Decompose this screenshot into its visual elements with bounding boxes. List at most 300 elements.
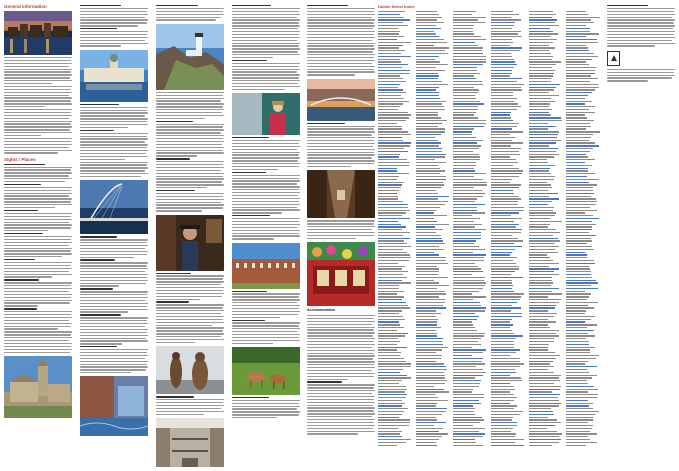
index-entry — [453, 302, 480, 303]
index-entry — [378, 134, 411, 135]
index-entry — [453, 394, 484, 395]
text-block — [232, 291, 300, 344]
index-entry — [378, 428, 398, 429]
index-entry — [378, 405, 402, 406]
index-entry — [416, 140, 439, 141]
index-entry — [566, 243, 587, 244]
index-entry — [566, 397, 597, 398]
index-entry — [378, 249, 403, 250]
index-entry — [529, 246, 559, 247]
index-entry — [566, 137, 591, 138]
index-entry — [491, 112, 511, 113]
index-entry — [453, 210, 476, 211]
index-entry — [529, 268, 559, 269]
index-entry — [378, 53, 401, 54]
text-block — [232, 5, 300, 90]
index-entry — [416, 142, 441, 143]
column-2 — [80, 4, 148, 467]
index-entry — [491, 419, 512, 420]
index-entry — [416, 182, 443, 183]
index-entry — [566, 226, 591, 227]
index-entry — [566, 212, 585, 213]
index-entry — [416, 53, 448, 54]
index-entry — [566, 249, 594, 250]
index-entry — [566, 148, 593, 149]
index-entry — [378, 98, 404, 99]
index-entry — [529, 313, 558, 314]
index-entry — [416, 148, 442, 149]
index-entry — [453, 338, 480, 339]
index-entry — [529, 126, 557, 127]
index-column — [566, 11, 600, 446]
index-entry — [378, 257, 411, 258]
index-entry — [453, 321, 472, 322]
index-entry — [378, 226, 406, 227]
text-block — [156, 5, 224, 21]
index-entry — [378, 84, 400, 85]
index-entry — [491, 257, 517, 258]
index-entry — [566, 271, 591, 272]
index-entry — [378, 277, 407, 278]
index-entry — [491, 243, 514, 244]
index-entry — [491, 349, 520, 350]
index-entry — [416, 333, 437, 334]
index-entry — [453, 148, 479, 149]
index-entry — [453, 131, 472, 132]
index-entry — [529, 243, 555, 244]
index-entry — [566, 335, 595, 336]
index-entry — [566, 112, 595, 113]
index-entry — [529, 137, 557, 138]
index-entry — [529, 201, 552, 202]
index-entry — [378, 173, 409, 174]
index-entry — [416, 386, 435, 387]
index-entry — [378, 14, 400, 15]
index-entry — [378, 140, 403, 141]
index-entry — [566, 17, 599, 18]
section-heading-sights: Sights / Places — [4, 156, 36, 162]
index-entry — [566, 179, 599, 180]
index-entry — [416, 280, 435, 281]
index-entry — [491, 417, 513, 418]
index-entry — [566, 39, 596, 40]
index-entry — [491, 151, 519, 152]
index-entry — [453, 310, 485, 311]
index-entry — [416, 25, 436, 26]
index-entry — [491, 260, 513, 261]
index-entry — [453, 355, 472, 356]
index-entry — [529, 299, 562, 300]
index-entry — [566, 344, 589, 345]
index-entry — [566, 78, 597, 79]
index-entry — [491, 168, 519, 169]
index-entry — [529, 14, 557, 15]
index-entry — [566, 403, 593, 404]
index-entry — [566, 383, 587, 384]
index-entry — [529, 439, 561, 440]
index-entry — [566, 439, 590, 440]
index-entry — [378, 414, 402, 415]
index-entry — [453, 81, 482, 82]
index-entry — [378, 260, 409, 261]
index-entry — [416, 114, 438, 115]
index-entry — [529, 47, 555, 48]
index-entry — [566, 64, 589, 65]
index-entry — [491, 361, 520, 362]
column-3 — [156, 4, 224, 467]
index-entry — [491, 347, 514, 348]
text-block — [232, 397, 300, 419]
index-entry — [491, 187, 519, 188]
index-entry — [453, 89, 479, 90]
index-entry — [416, 173, 441, 174]
index-entry — [453, 47, 483, 48]
index-entry — [453, 78, 476, 79]
index-entry — [453, 212, 485, 213]
index-entry — [566, 419, 592, 420]
index-entry — [416, 349, 442, 350]
index-entry — [453, 64, 483, 65]
index-entry — [566, 47, 587, 48]
index-entry — [491, 64, 517, 65]
index-entry — [491, 17, 511, 18]
index-entry — [378, 240, 404, 241]
index-entry — [453, 263, 475, 264]
index-entry — [529, 417, 549, 418]
index-entry — [491, 319, 512, 320]
index-entry — [491, 165, 513, 166]
index-entry — [378, 50, 405, 51]
index-heading: Dublin Street Index — [378, 4, 415, 9]
index-entry — [529, 106, 549, 107]
index-entry — [378, 109, 398, 110]
index-entry — [378, 352, 401, 353]
index-entry — [491, 305, 512, 306]
index-entry — [491, 338, 516, 339]
index-entry — [378, 246, 411, 247]
index-entry — [416, 442, 436, 443]
index-entry — [529, 81, 552, 82]
index-entry — [566, 128, 586, 129]
index-entry — [416, 299, 446, 300]
index-entry — [529, 61, 562, 62]
index-entry — [491, 45, 510, 46]
index-entry — [566, 349, 590, 350]
index-entry — [566, 87, 598, 88]
index-entry — [416, 414, 443, 415]
index-entry — [491, 288, 512, 289]
index-entry — [566, 355, 598, 356]
index-entry — [529, 257, 550, 258]
index-entry — [416, 131, 445, 132]
index-entry — [529, 221, 562, 222]
index-entry — [566, 316, 595, 317]
index-entry — [453, 377, 475, 378]
index-entry — [566, 187, 593, 188]
index-entry — [416, 310, 436, 311]
photo-temple-bar-pub — [307, 242, 375, 306]
index-entry — [378, 252, 407, 253]
index-entry — [453, 170, 475, 171]
index-entry — [491, 240, 523, 241]
index-entry — [566, 288, 598, 289]
index-entry — [529, 405, 560, 406]
index-entry — [378, 394, 407, 395]
index-entry — [416, 428, 444, 429]
index-entry — [378, 131, 408, 132]
index-entry — [378, 442, 406, 443]
index-entry — [453, 419, 484, 420]
index-entry — [453, 403, 480, 404]
index-entry — [491, 229, 522, 230]
photo-ha-penny-bridge — [307, 79, 375, 121]
index-entry — [378, 22, 403, 23]
index-entry — [416, 221, 437, 222]
index-entry — [529, 73, 554, 74]
index-entry — [491, 140, 512, 141]
index-entry — [378, 358, 404, 359]
index-entry — [491, 148, 521, 149]
index-entry — [453, 288, 483, 289]
index-entry — [453, 196, 482, 197]
index-entry — [416, 117, 441, 118]
index-entry — [416, 268, 439, 269]
index-entry — [529, 173, 552, 174]
index-entry — [378, 436, 402, 437]
index-entry — [416, 307, 446, 308]
index-entry — [529, 366, 554, 367]
index-entry — [529, 249, 555, 250]
index-entry — [453, 268, 481, 269]
index-entry — [491, 176, 519, 177]
index-entry — [491, 215, 511, 216]
index-entry — [529, 151, 556, 152]
index-entry — [378, 299, 402, 300]
index-entry — [491, 31, 521, 32]
index-entry — [566, 302, 597, 303]
index-entry — [529, 324, 548, 325]
index-entry — [529, 59, 552, 60]
index-entry — [529, 193, 558, 194]
index-entry — [453, 238, 481, 239]
index-entry — [416, 39, 445, 40]
index-entry — [566, 89, 595, 90]
index-entry — [378, 408, 408, 409]
index-entry — [529, 375, 562, 376]
index-entry — [416, 355, 442, 356]
index-entry — [566, 293, 590, 294]
index-entry — [529, 319, 549, 320]
index-entry — [491, 156, 510, 157]
index-entry — [453, 98, 476, 99]
index-entry — [566, 224, 596, 225]
index-entry — [566, 59, 591, 60]
index-entry — [416, 67, 437, 68]
index-entry — [453, 215, 472, 216]
index-entry — [491, 307, 521, 308]
index-entry — [378, 193, 397, 194]
index-entry — [566, 319, 590, 320]
index-entry — [491, 263, 516, 264]
index-entry — [566, 411, 599, 412]
index-entry — [566, 162, 585, 163]
index-entry — [491, 11, 513, 12]
index-entry — [416, 254, 439, 255]
index-entry — [529, 296, 549, 297]
index-entry — [416, 103, 442, 104]
index-entry — [416, 235, 442, 236]
acknowledgements-block — [607, 4, 675, 94]
index-entry — [529, 260, 553, 261]
index-entry — [416, 405, 437, 406]
index-entry — [453, 436, 483, 437]
index-entry — [491, 128, 512, 129]
index-entry — [566, 405, 589, 406]
index-entry — [491, 352, 516, 353]
index-entry — [416, 151, 443, 152]
index-entry — [416, 59, 435, 60]
photo-baily-lighthouse — [156, 24, 224, 90]
index-entry — [453, 277, 484, 278]
index-entry — [453, 114, 474, 115]
index-entry — [416, 170, 445, 171]
index-entry — [453, 142, 476, 143]
index-entry — [491, 75, 510, 76]
index-entry — [566, 142, 595, 143]
index-entry — [453, 425, 473, 426]
index-entry — [378, 25, 408, 26]
index-entry — [378, 126, 402, 127]
index-entry — [378, 285, 399, 286]
index-entry — [416, 187, 441, 188]
index-entry — [378, 366, 411, 367]
index-entry — [529, 252, 558, 253]
index-entry — [453, 165, 475, 166]
index-entry — [491, 196, 519, 197]
index-entry — [453, 324, 472, 325]
index-entry — [378, 117, 409, 118]
index-entry — [566, 307, 594, 308]
index-entry — [378, 333, 408, 334]
index-entry — [566, 184, 597, 185]
index-entry — [453, 431, 478, 432]
index-entry — [378, 179, 397, 180]
index-entry — [566, 126, 591, 127]
index-entry — [453, 372, 486, 373]
index-entry — [491, 101, 514, 102]
index-entry — [453, 67, 477, 68]
index-entry — [566, 101, 592, 102]
index-entry — [529, 293, 562, 294]
index-entry — [378, 361, 406, 362]
index-entry — [453, 140, 483, 141]
index-entry — [378, 344, 397, 345]
index-entry — [453, 145, 481, 146]
index-entry — [491, 313, 522, 314]
index-entry — [491, 436, 515, 437]
index-entry — [491, 212, 519, 213]
index-entry — [416, 31, 435, 32]
photo-guide-costume — [156, 215, 224, 271]
index-entry — [416, 372, 444, 373]
index-entry — [491, 366, 520, 367]
index-entry — [378, 425, 409, 426]
index-entry — [453, 319, 477, 320]
index-entry — [566, 366, 596, 367]
index-entry — [453, 112, 475, 113]
index-entry — [491, 162, 518, 163]
index-entry — [529, 377, 559, 378]
index-entry — [453, 176, 474, 177]
index-entry — [416, 154, 446, 155]
index-entry — [529, 165, 556, 166]
index-entry — [416, 81, 442, 82]
index-entry — [416, 305, 443, 306]
index-entry — [529, 338, 555, 339]
index-entry — [416, 377, 445, 378]
photo-christchurch-cathedral — [4, 356, 72, 418]
index-entry — [416, 98, 441, 99]
index-entry — [416, 417, 436, 418]
index-entry — [491, 274, 511, 275]
index-entry — [378, 33, 399, 34]
index-entry — [566, 324, 596, 325]
index-entry — [453, 428, 485, 429]
index-entry — [453, 224, 481, 225]
index-entry — [529, 307, 556, 308]
index-entry — [491, 405, 517, 406]
index-entry — [529, 75, 553, 76]
index-entry — [378, 341, 400, 342]
index-entry — [491, 22, 515, 23]
index-entry — [491, 372, 516, 373]
index-entry — [491, 431, 511, 432]
index-entry — [453, 187, 473, 188]
index-entry — [566, 45, 586, 46]
index-entry — [566, 42, 598, 43]
index-entry — [416, 137, 436, 138]
index-entry — [453, 75, 474, 76]
index-entry — [566, 436, 588, 437]
index-entry — [566, 445, 586, 446]
index-entry — [378, 64, 408, 65]
index-entry — [453, 391, 472, 392]
index-entry — [378, 148, 404, 149]
index-entry — [566, 92, 591, 93]
index-entry — [416, 352, 437, 353]
index-entry — [416, 61, 440, 62]
index-entry — [529, 235, 554, 236]
photo-samuel-beckett-bridge — [80, 180, 148, 234]
photo-river-liffey-night — [4, 11, 72, 55]
index-entry — [378, 182, 404, 183]
index-entry — [566, 151, 589, 152]
index-entry — [491, 92, 513, 93]
index-entry — [491, 47, 522, 48]
index-entry — [453, 226, 474, 227]
index-entry — [453, 389, 473, 390]
index-entry — [491, 73, 512, 74]
index-entry — [491, 433, 516, 434]
index-entry — [566, 257, 586, 258]
index-entry — [453, 363, 485, 364]
index-entry — [416, 120, 447, 121]
index-entry — [529, 92, 550, 93]
index-entry — [416, 327, 442, 328]
index-entry — [378, 224, 401, 225]
index-entry — [529, 369, 548, 370]
index-entry — [378, 319, 405, 320]
